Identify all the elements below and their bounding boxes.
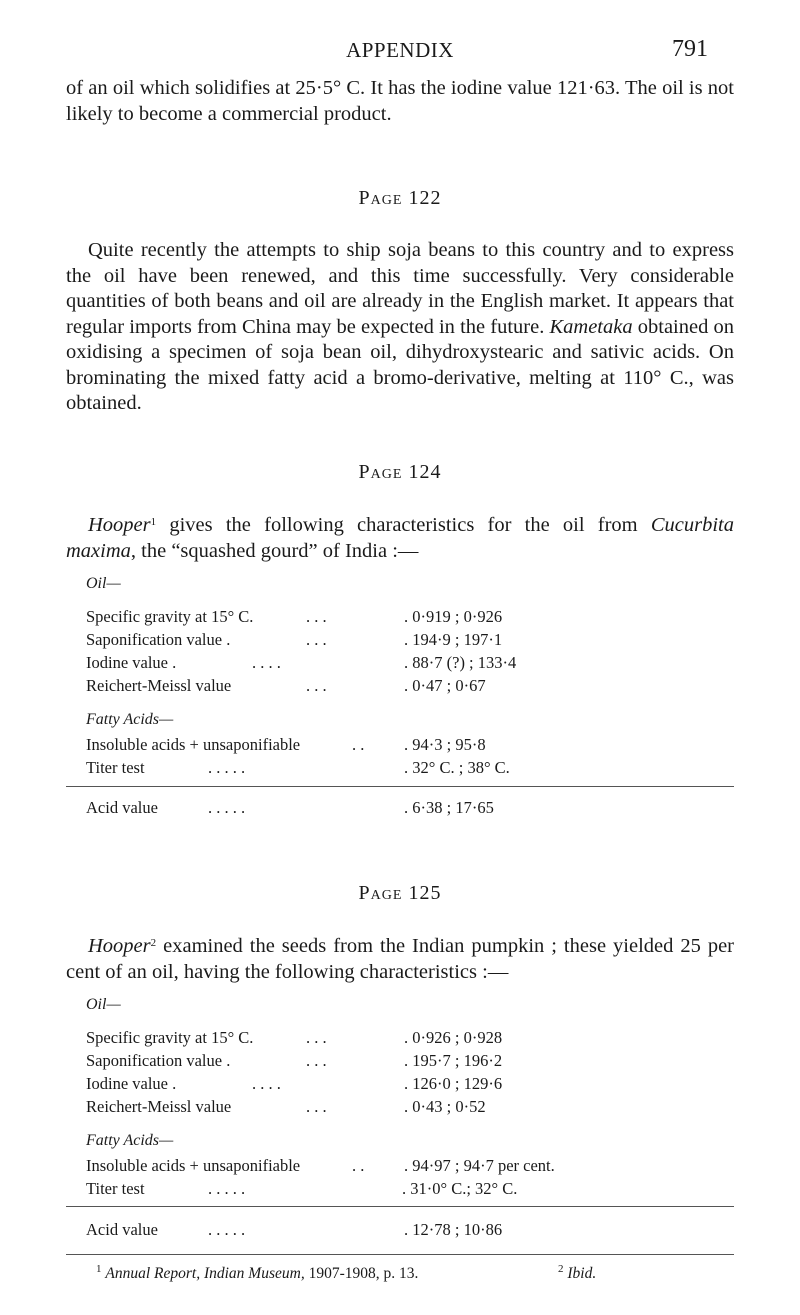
row-label: Titer test [86, 1179, 145, 1198]
table-section-oil: Oil— [86, 996, 121, 1013]
row-value: . 94·97 ; 94·7 per cent. [404, 1156, 555, 1175]
section-heading-page-122 [0, 187, 800, 210]
acid-value-row-124 [86, 798, 716, 822]
author-name: Hooper [88, 935, 151, 957]
table-section-oil: Oil— [86, 575, 121, 592]
footnote-ref: 1 [150, 516, 157, 528]
footnote-rule [66, 1254, 734, 1255]
leader-dots: . . . [306, 1097, 327, 1116]
section-heading-text: Page 122 [358, 187, 442, 209]
characteristics-table-125 [86, 996, 746, 1196]
row-value: . 31·0° C.; 32° C. [402, 1179, 518, 1198]
row-label: Reichert-Meissl value [86, 1097, 232, 1116]
row-label: Iodine value . [86, 1074, 177, 1093]
table-rule [66, 1206, 734, 1207]
row-value: . 32° C. ; 38° C. [404, 758, 510, 777]
row-value: . 194·9 ; 197·1 [404, 630, 503, 649]
page-122-paragraph [66, 238, 734, 417]
row-value: . 0·926 ; 0·928 [404, 1028, 503, 1047]
footnote-1 [96, 1263, 418, 1283]
row-value: . 12·78 ; 10·86 [404, 1220, 503, 1239]
footnote-text: Ibid. [567, 1265, 597, 1282]
section-heading-text: Page 125 [358, 882, 442, 904]
leader-dots: . . . [306, 676, 327, 695]
paragraph-text: obtained on oxidising a specimen of soja bean oil, dihydroxystearic and sativic acids. On brominating the mixed fatty acid a bromo-derivative, melting at 110° C., was obtained. [66, 315, 734, 414]
table-section-fatty-acids: Fatty Acids— [86, 711, 174, 728]
row-label: Insoluble acids + unsaponifiable [86, 735, 301, 754]
acid-value-row-125 [86, 1220, 716, 1244]
paragraph-text: examined the seeds from the Indian pumpkin ; these yielded 25 per cent of an oil, having the following characteristics :— [66, 935, 734, 983]
species-name: Cucurbita maxima [66, 514, 734, 562]
row-label: Specific gravity at 15° C. [86, 607, 254, 626]
row-value: . 94·3 ; 95·8 [404, 735, 486, 754]
row-value: . 195·7 ; 196·2 [404, 1051, 503, 1070]
row-label: Insoluble acids + unsaponifiable [86, 1156, 301, 1175]
row-label: Acid value [86, 1220, 158, 1239]
page-125-paragraph [66, 931, 734, 985]
author-name: Kametaka [549, 315, 633, 338]
leader-dots: . . . [306, 630, 327, 649]
footnote-ref: 2 [150, 937, 157, 949]
row-label: Specific gravity at 15° C. [86, 1028, 254, 1047]
section-heading-page-125 [0, 882, 800, 905]
row-value: . 6·38 ; 17·65 [404, 798, 494, 817]
characteristics-table-124 [86, 575, 716, 775]
leader-dots: . . . [306, 1028, 327, 1047]
leader-dots: . . . . . [208, 798, 246, 817]
running-head: APPENDIX [346, 38, 454, 62]
leader-dots: . . . . . [208, 1179, 246, 1198]
leader-dots: . . . . . [208, 1220, 246, 1239]
row-value: . 88·7 (?) ; 133·4 [404, 653, 517, 672]
section-heading-text: Page 124 [358, 461, 442, 483]
paragraph-text: Quite recently the attempts to ship soja beans to this country and to express the oil have been renewed, and this time successfully. Very considerable quantities of both beans and oil are already in the English market. It appears that regular imports from China may be expected in the future. [66, 239, 734, 338]
row-label: Titer test [86, 758, 145, 777]
intro-paragraph: of an oil which solidifies at 25·5° C. It has the iodine value 121·63. The oil is not likely to become a commercial product. [66, 77, 734, 125]
leader-dots: . . . . [252, 653, 281, 672]
section-heading-page-124 [0, 461, 800, 484]
leader-dots: . . . [306, 607, 327, 626]
page-number: 791 [672, 36, 708, 62]
row-value: . 0·43 ; 0·52 [404, 1097, 486, 1116]
footnote-marker: 1 [96, 1263, 102, 1275]
row-label: Saponification value . [86, 1051, 231, 1070]
leader-dots: . . [352, 735, 365, 754]
row-value: . 0·919 ; 0·926 [404, 607, 503, 626]
table-rule [66, 786, 734, 787]
leader-dots: . . [352, 1156, 365, 1175]
row-label: Iodine value . [86, 653, 177, 672]
row-value: . 126·0 ; 129·6 [404, 1074, 503, 1093]
leader-dots: . . . [306, 1051, 327, 1070]
table-section-fatty-acids: Fatty Acids— [86, 1132, 174, 1149]
row-label: Acid value [86, 798, 158, 817]
author-name: Hooper [88, 514, 151, 536]
paragraph-text: gives the following characteristics for the oil from [156, 514, 651, 536]
paragraph-text: , the “squashed gourd” of India :— [130, 539, 419, 562]
footnote-title: Annual Report, Indian Museum, [105, 1265, 305, 1282]
row-label: Saponification value . [86, 630, 231, 649]
footnote-text: 1907-1908, p. 13. [304, 1265, 419, 1282]
row-label: Reichert-Meissl value [86, 676, 232, 695]
leader-dots: . . . . . [208, 758, 246, 777]
footnote-2 [558, 1263, 596, 1283]
footnote-marker: 2 [558, 1263, 564, 1275]
leader-dots: . . . . [252, 1074, 281, 1093]
row-value: . 0·47 ; 0·67 [404, 676, 486, 695]
page-124-paragraph [66, 510, 734, 564]
